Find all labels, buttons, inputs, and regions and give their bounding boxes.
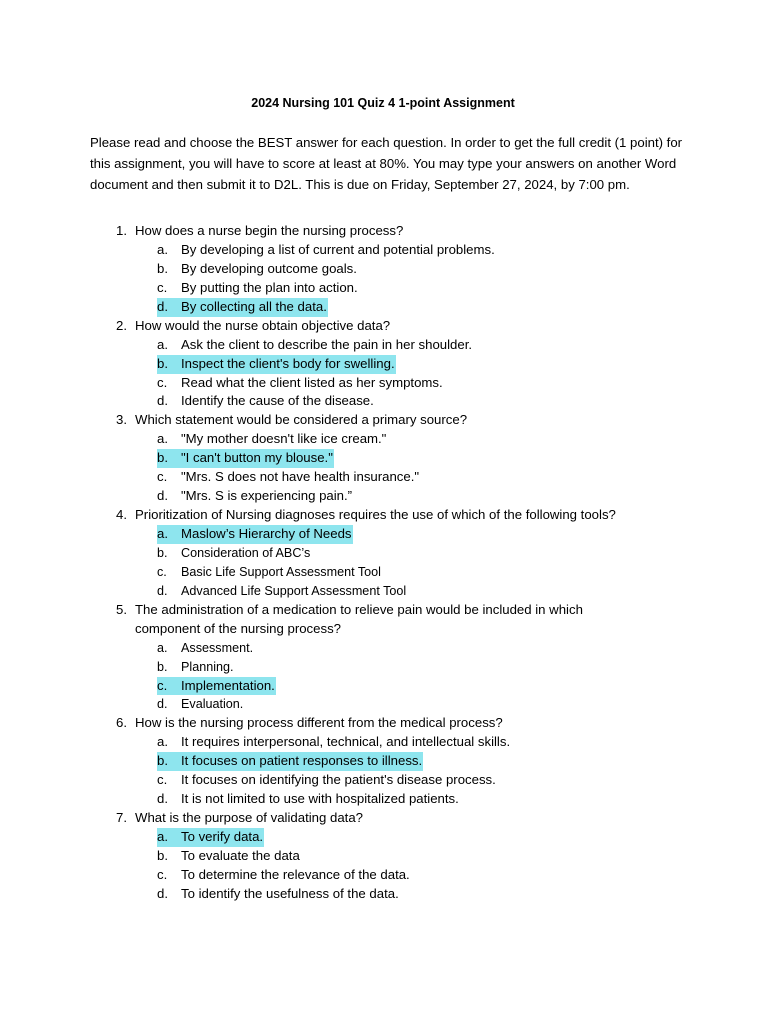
answer-option-selected	[0, 298, 768, 317]
question-row	[0, 506, 768, 525]
option-text: Maslow’s Hierarchy of Needs	[180, 525, 353, 544]
answer-option-selected	[0, 828, 768, 847]
instructions-line: this assignment, you will have to score at least at 80%. You may type your answers on another Word	[90, 156, 677, 171]
answer-option	[0, 260, 768, 279]
option-text: "Mrs. S does not have health insurance."	[181, 469, 420, 485]
option-text: Identify the cause of the disease.	[181, 393, 374, 409]
question-number: 5.	[116, 601, 127, 617]
question-row	[0, 809, 768, 828]
question-number: 6.	[116, 715, 127, 731]
option-letter: b.	[157, 752, 182, 771]
instructions-line: Please read and choose the BEST answer for each question. In order to get the full credit (1 point) for	[90, 135, 683, 150]
question-text: How is the nursing process different from the medical process?	[135, 715, 503, 731]
answer-option-selected	[0, 677, 768, 696]
option-letter: c.	[157, 564, 167, 579]
option-letter: c.	[157, 772, 168, 788]
option-letter: a.	[157, 336, 168, 352]
option-text: By developing outcome goals.	[181, 260, 357, 276]
option-text: To verify data.	[180, 828, 264, 847]
option-text: Read what the client listed as her symptoms.	[181, 374, 443, 390]
question-number: 1.	[116, 223, 127, 238]
answer-option	[0, 790, 768, 809]
question-text: How does a nurse begin the nursing process?	[135, 223, 404, 238]
option-letter: c.	[157, 866, 168, 882]
option-letter: b.	[157, 449, 182, 468]
answer-option-selected	[0, 355, 768, 374]
answer-option	[0, 279, 768, 298]
option-letter: b.	[157, 847, 168, 863]
answer-option	[0, 544, 768, 563]
option-text: "I can't button my blouse."	[180, 449, 334, 468]
answer-option	[0, 430, 768, 449]
answer-option	[0, 695, 768, 714]
option-letter: c.	[157, 374, 168, 390]
question-row	[0, 714, 768, 733]
answer-option	[0, 374, 768, 393]
question-text: component of the nursing process?	[135, 620, 341, 636]
option-letter: d.	[157, 791, 168, 807]
option-text: By putting the plan into action.	[181, 279, 358, 295]
option-text: Inspect the client's body for swelling.	[180, 355, 396, 374]
answer-option-selected	[0, 449, 768, 468]
option-text: To determine the relevance of the data.	[181, 866, 410, 882]
question-text: Prioritization of Nursing diagnoses requires the use of which of the following tools?	[135, 507, 616, 523]
answer-option	[0, 582, 768, 601]
question-list	[0, 222, 768, 904]
question-text: How would the nurse obtain objective data?	[135, 317, 391, 333]
option-letter: c.	[157, 677, 181, 696]
answer-option	[0, 468, 768, 487]
answer-option	[0, 392, 768, 411]
answer-option	[0, 336, 768, 355]
option-text: Implementation.	[180, 677, 276, 696]
instructions-line: document and then submit it to D2L. This is due on Friday, September 27, 2024, by 7:00 pm.	[90, 177, 630, 192]
option-text: Consideration of ABC’s	[181, 545, 311, 560]
answer-option-selected	[0, 752, 768, 771]
option-letter: c.	[157, 469, 168, 485]
option-text: It requires interpersonal, technical, and intellectual skills.	[181, 734, 511, 750]
option-text: Planning.	[181, 659, 234, 674]
option-letter: a.	[157, 640, 168, 655]
option-letter: a.	[157, 241, 168, 257]
question-row	[0, 601, 768, 620]
option-text: It focuses on identifying the patient's disease process.	[181, 772, 496, 788]
option-letter: a.	[157, 525, 182, 544]
option-letter: a.	[157, 734, 168, 750]
answer-option	[0, 847, 768, 866]
answer-option	[0, 866, 768, 885]
option-text: "Mrs. S is experiencing pain.”	[181, 488, 353, 504]
option-text: Assessment.	[181, 640, 254, 655]
option-letter: b.	[157, 260, 168, 276]
question-text: Which statement would be considered a primary source?	[135, 412, 468, 428]
instructions-paragraph	[90, 132, 730, 195]
option-text: "My mother doesn't like ice cream."	[181, 431, 387, 447]
option-text: To evaluate the data	[181, 847, 300, 863]
question-row	[0, 222, 768, 241]
option-letter: d.	[157, 697, 168, 712]
option-text: Ask the client to describe the pain in her shoulder.	[181, 336, 473, 352]
answer-option	[0, 563, 768, 582]
question-number: 7.	[116, 810, 127, 826]
question-row	[0, 317, 768, 336]
option-text: By collecting all the data.	[180, 298, 328, 317]
answer-option	[0, 487, 768, 506]
answer-option	[0, 885, 768, 904]
option-text: By developing a list of current and potential problems.	[181, 241, 495, 257]
option-text: It focuses on patient responses to illness.	[180, 752, 423, 771]
answer-option	[0, 733, 768, 752]
option-text: Evaluation.	[181, 697, 244, 712]
answer-option	[0, 241, 768, 260]
option-text: To identify the usefulness of the data.	[181, 885, 399, 901]
option-letter: d.	[157, 583, 168, 598]
option-letter: d.	[157, 298, 182, 317]
answer-option	[0, 658, 768, 677]
question-row	[0, 620, 768, 639]
question-text: The administration of a medication to relieve pain would be included in which	[135, 601, 583, 617]
option-letter: c.	[157, 279, 168, 295]
option-letter: a.	[157, 431, 168, 447]
option-text: It is not limited to use with hospitalized patients.	[181, 791, 459, 807]
answer-option	[0, 639, 768, 658]
question-text: What is the purpose of validating data?	[135, 810, 363, 826]
option-letter: d.	[157, 488, 168, 504]
document-title: 2024 Nursing 101 Quiz 4 1-point Assignment	[251, 96, 515, 110]
option-letter: b.	[157, 659, 168, 674]
option-text: Basic Life Support Assessment Tool	[181, 564, 381, 579]
answer-option-selected	[0, 525, 768, 544]
answer-option	[0, 771, 768, 790]
question-number: 4.	[116, 507, 127, 523]
option-letter: a.	[157, 828, 182, 847]
question-number: 2.	[116, 317, 127, 333]
option-text: Advanced Life Support Assessment Tool	[181, 583, 407, 598]
option-letter: b.	[157, 355, 182, 374]
question-number: 3.	[116, 412, 127, 428]
option-letter: b.	[157, 545, 168, 560]
question-row	[0, 411, 768, 430]
option-letter: d.	[157, 885, 168, 901]
option-letter: d.	[157, 393, 168, 409]
